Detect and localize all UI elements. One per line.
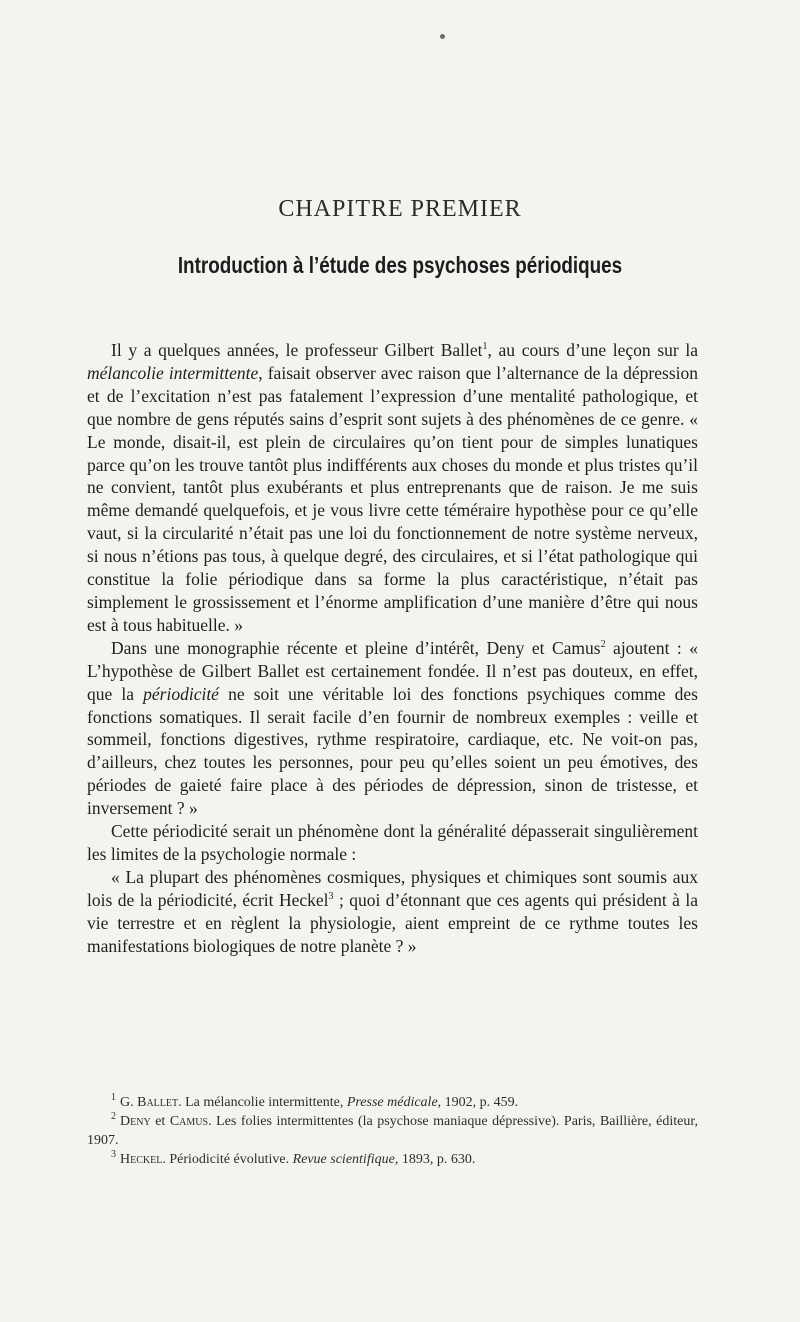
chapter-title: Introduction à l’étude des psychoses périodiques — [177, 252, 623, 278]
footnote-author: Heckel — [120, 1152, 163, 1167]
emphasis-melancolie: mélancolie intermittente — [87, 362, 259, 383]
footnote-1 — [87, 1093, 698, 1112]
chapter-heading: CHAPITRE PREMIER — [278, 196, 522, 222]
body-text — [87, 339, 698, 957]
paragraph-1-part-c: , faisait observer avec raison que l’alternance de la dépression et de l’excitation n’est pas fatalement l’expression d’une mentalité pathologique, et que nombre de gens réputés sains d’esprit sont sujets à des phénomènes de ce genre. « Le monde, disait-il, est plein de circulaires qu’on tient pour de simples lunatiques parce qu’on les trouve tantôt plus indifférents aux choses du monde et plus tristes qu’il ne convient, tantôt plus exubérants et plus entreprenants que de raison. Je me suis même demandé quelquefois, et je vous livre cette téméraire hypothèse pour ce qu’elle vaut, si la circularité n’était pas une loi du fonctionnement de notre système nerveux, si nous n’étions pas tous, à quelque degré, des circulaires, et si l’état pathologique qui constitue la folie périodique dans sa forme la plus caractéristique, n’était pas simplement le grossissement et l’énorme amplification d’une manière d’être qui nous est à tous habituelle. » — [87, 362, 698, 635]
print-speck — [440, 34, 445, 39]
footnote-number: 2 — [111, 1111, 116, 1123]
paragraph-3: Cette périodicité serait un phénomène dont la généralité dépasserait singulièrement les limites de la psychologie normale : — [87, 821, 698, 864]
footnote-text: . Périodicité évolutive. — [162, 1152, 293, 1167]
paragraph-2 — [87, 637, 698, 820]
footnote-source: Revue scientifique — [292, 1152, 395, 1167]
paragraph-4-part-c: de ce rythme toutes les manifestations biologiques de notre planète ? » — [87, 912, 698, 956]
paragraph-1 — [87, 339, 698, 637]
footnote-author: G. Ballet — [120, 1095, 179, 1110]
footnote-2 — [87, 1112, 698, 1150]
footnote-source: Presse médicale — [346, 1095, 438, 1110]
footnote-3 — [87, 1150, 698, 1169]
footnote-rest: , 1902, p. 459. — [437, 1095, 519, 1110]
paragraph-2-part-b: ajoutent : « L’hypothèse de Gilbert Ballet est certainement fondée. Il n’est pas douteux, en effet, que la — [87, 637, 698, 704]
footnote-number: 3 — [111, 1149, 116, 1161]
footnote-text: . La mélancolie intermittente, — [178, 1095, 347, 1110]
footnote-number: 1 — [111, 1092, 116, 1104]
paragraph-4-part-b: ; quoi d’étonnant que ces agents qui président à la vie terrestre et en règlent la physiologie, aient empreint — [87, 889, 698, 933]
paragraph-4 — [87, 866, 698, 958]
footnote-author-2: Camus — [169, 1114, 209, 1129]
footnote-ref-3: 3 — [328, 890, 334, 902]
footnote-rest: , 1893, p. 630. — [394, 1152, 476, 1167]
paragraph-2-part-c: ne soit une véritable loi des fonctions psychiques comme des fonctions somatiques. Il serait facile d’en fournir de nombreux exemples : veille et sommeil, fonctions digestives, rythme respiratoire, cardiaque, etc. Ne voit-on pas, d’ailleurs, chez toutes les personnes, pour peu qu’elles soient un peu émotives, des périodes de gaieté faire place à des périodes de dépression, sinon de tristesse, et inversement ? » — [87, 683, 698, 819]
footnote-author: Deny — [120, 1114, 151, 1129]
footnotes — [87, 1093, 698, 1169]
paragraph-1-part-a: Il y a quelques années, le professeur Gilbert Ballet — [111, 340, 483, 360]
paragraph-2-part-a: Dans une monographie récente et pleine d’intérêt, Deny et Camus — [111, 637, 601, 658]
footnote-ref-1: 1 — [482, 341, 488, 353]
footnote-text: . Les folies intermittentes (la psychose maniaque dépressive). Paris, Baillière, éditeur, 1907. — [87, 1114, 698, 1148]
emphasis-periodicite: périodicité — [143, 683, 219, 704]
footnote-joiner: et — [150, 1114, 170, 1129]
paragraph-4-part-a: « La plupart des phénomènes cosmiques, physiques et chimiques sont soumis aux lois de la périodicité, écrit Heckel — [87, 866, 698, 910]
paragraph-1-part-b: , au cours d’une leçon sur la — [487, 340, 698, 360]
footnote-ref-2: 2 — [600, 638, 606, 650]
